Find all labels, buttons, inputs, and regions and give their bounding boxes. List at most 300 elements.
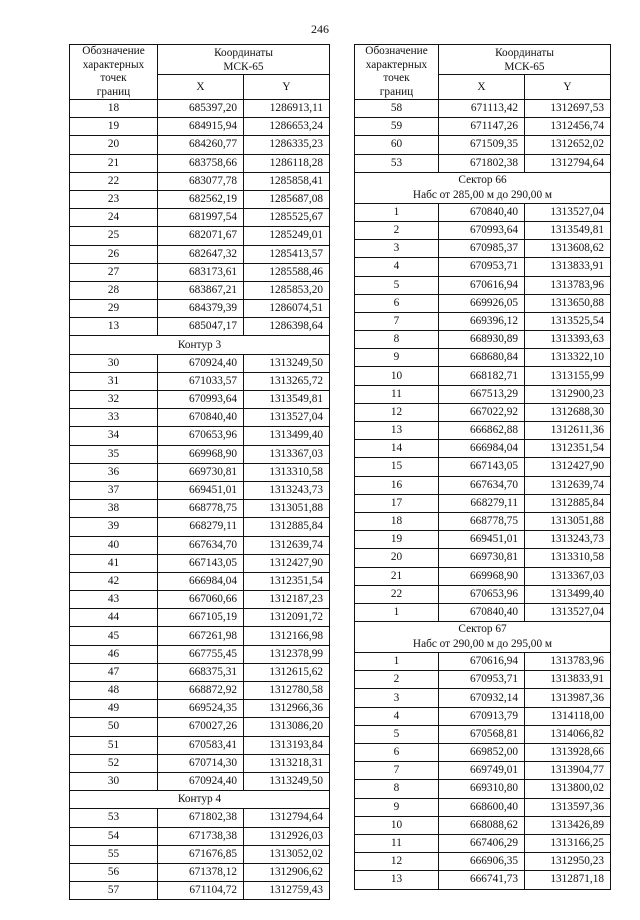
point-number-cell: 11 — [355, 385, 439, 403]
point-number-cell: 20 — [355, 549, 439, 567]
point-number-cell: 57 — [70, 882, 158, 900]
y-coordinate-cell: 1313310,58 — [244, 463, 330, 481]
x-coordinate-cell: 670027,26 — [158, 718, 244, 736]
y-coordinate-cell: 1313310,58 — [525, 549, 611, 567]
table-row — [70, 245, 330, 263]
section-row — [70, 791, 330, 809]
table-row — [70, 754, 330, 772]
section-title — [70, 336, 330, 354]
table-row — [355, 440, 611, 458]
y-coordinate-cell: 1313393,63 — [525, 331, 611, 349]
point-number-cell: 31 — [70, 372, 158, 390]
point-number-cell: 41 — [70, 554, 158, 572]
y-coordinate-cell: 1313525,54 — [525, 312, 611, 330]
x-coordinate-cell: 671104,72 — [158, 882, 244, 900]
x-coordinate-cell: 666984,04 — [439, 440, 525, 458]
table-row — [355, 780, 611, 798]
point-number-cell: 1 — [355, 653, 439, 671]
x-coordinate-cell: 669451,01 — [439, 531, 525, 549]
x-coordinate-cell: 671509,35 — [439, 136, 525, 154]
x-coordinate-cell: 670568,81 — [439, 725, 525, 743]
table-row — [70, 700, 330, 718]
section-row — [355, 622, 611, 653]
y-coordinate-cell: 1312926,03 — [244, 827, 330, 845]
y-coordinate-cell: 1313987,36 — [525, 689, 611, 707]
y-coordinate-cell: 1312639,74 — [525, 476, 611, 494]
section-title-line: Контур 3 — [177, 338, 222, 351]
x-coordinate-cell: 667022,92 — [439, 403, 525, 421]
x-coordinate-cell: 669524,35 — [158, 700, 244, 718]
y-coordinate-cell: 1312871,18 — [525, 871, 611, 889]
point-number-cell: 25 — [70, 227, 158, 245]
y-coordinate-cell: 1312966,36 — [244, 700, 330, 718]
table-row — [70, 281, 330, 299]
point-label-header: Обозначение характерных точек границ — [70, 45, 158, 100]
y-coordinate-cell: 1286335,23 — [244, 136, 330, 154]
x-coordinate-cell: 666741,73 — [439, 871, 525, 889]
point-number-cell: 11 — [355, 834, 439, 852]
section-title — [355, 172, 611, 203]
section-row — [70, 336, 330, 354]
y-coordinate-cell: 1285413,57 — [244, 245, 330, 263]
y-coordinate-cell: 1286398,64 — [244, 318, 330, 336]
point-number-cell: 58 — [355, 100, 439, 118]
point-number-cell: 54 — [70, 827, 158, 845]
y-coordinate-cell: 1286653,24 — [244, 118, 330, 136]
y-coordinate-cell: 1313193,84 — [244, 736, 330, 754]
table-row — [355, 221, 611, 239]
point-number-cell: 2 — [355, 221, 439, 239]
x-coordinate-cell: 669968,90 — [439, 567, 525, 585]
x-coordinate-cell: 683758,66 — [158, 154, 244, 172]
y-coordinate-cell: 1312794,64 — [244, 809, 330, 827]
point-number-cell: 16 — [355, 476, 439, 494]
table-row — [70, 572, 330, 590]
point-number-cell: 24 — [70, 209, 158, 227]
table-row — [70, 663, 330, 681]
table-row — [355, 258, 611, 276]
y-coordinate-cell: 1313527,04 — [525, 603, 611, 621]
y-coordinate-cell: 1312900,23 — [525, 385, 611, 403]
x-coordinate-cell: 669749,01 — [439, 762, 525, 780]
x-coordinate-cell: 670985,37 — [439, 240, 525, 258]
table-row — [355, 312, 611, 330]
point-number-cell: 10 — [355, 816, 439, 834]
y-coordinate-cell: 1312794,64 — [525, 154, 611, 172]
table-row — [355, 136, 611, 154]
x-coordinate-cell: 671113,42 — [439, 100, 525, 118]
point-label-header: Обозначение характерных точек границ — [355, 45, 439, 100]
x-coordinate-cell: 683077,78 — [158, 172, 244, 190]
point-number-cell: 51 — [70, 736, 158, 754]
x-coordinate-cell: 669926,05 — [439, 294, 525, 312]
table-row — [355, 744, 611, 762]
y-coordinate-cell: 1313367,03 — [244, 445, 330, 463]
y-coordinate-cell: 1313549,81 — [244, 391, 330, 409]
table-row — [70, 100, 330, 118]
table-row — [355, 422, 611, 440]
x-coordinate-cell: 668182,71 — [439, 367, 525, 385]
y-coordinate-cell: 1313800,02 — [525, 780, 611, 798]
y-coordinate-cell: 1313597,36 — [525, 798, 611, 816]
y-coordinate-cell: 1313218,31 — [244, 754, 330, 772]
x-coordinate-cell: 669730,81 — [439, 549, 525, 567]
x-coordinate-cell: 671033,57 — [158, 372, 244, 390]
y-coordinate-cell: 1313783,96 — [525, 653, 611, 671]
x-coordinate-cell: 668778,75 — [439, 512, 525, 530]
table-row — [355, 403, 611, 421]
point-number-cell: 9 — [355, 798, 439, 816]
table-row — [70, 827, 330, 845]
y-coordinate-cell: 1313833,91 — [525, 258, 611, 276]
x-coordinate-cell: 669730,81 — [158, 463, 244, 481]
x-coordinate-cell: 670616,94 — [439, 653, 525, 671]
table-row — [355, 100, 611, 118]
section-title-line: Набс от 285,00 м до 290,00 м — [412, 188, 553, 201]
table-row — [70, 682, 330, 700]
y-coordinate-cell: 1312378,99 — [244, 645, 330, 663]
x-coordinate-cell: 668930,89 — [439, 331, 525, 349]
table-row — [355, 871, 611, 889]
x-coordinate-cell: 670932,14 — [439, 689, 525, 707]
x-coordinate-cell: 671802,38 — [439, 154, 525, 172]
y-coordinate-cell: 1312639,74 — [244, 536, 330, 554]
point-number-cell: 15 — [355, 458, 439, 476]
y-coordinate-cell: 1312187,23 — [244, 591, 330, 609]
y-coordinate-cell: 1313928,66 — [525, 744, 611, 762]
point-number-cell: 28 — [70, 281, 158, 299]
x-coordinate-cell: 684915,94 — [158, 118, 244, 136]
table-row — [355, 725, 611, 743]
x-coordinate-cell: 670653,96 — [158, 427, 244, 445]
x-coordinate-cell: 667261,98 — [158, 627, 244, 645]
x-coordinate-cell: 682071,67 — [158, 227, 244, 245]
x-coordinate-cell: 667755,45 — [158, 645, 244, 663]
x-coordinate-cell: 685047,17 — [158, 318, 244, 336]
y-coordinate-cell: 1313499,40 — [244, 427, 330, 445]
x-coordinate-cell: 667634,70 — [439, 476, 525, 494]
x-coordinate-cell: 667406,29 — [439, 834, 525, 852]
y-coordinate-cell: 1285525,67 — [244, 209, 330, 227]
y-coordinate-cell: 1312351,54 — [244, 572, 330, 590]
y-coordinate-cell: 1313265,72 — [244, 372, 330, 390]
y-coordinate-cell: 1313052,02 — [244, 845, 330, 863]
table-row — [355, 762, 611, 780]
point-number-cell: 38 — [70, 500, 158, 518]
table-row — [355, 603, 611, 621]
point-number-cell: 55 — [70, 845, 158, 863]
point-number-cell: 6 — [355, 744, 439, 762]
point-number-cell: 7 — [355, 762, 439, 780]
y-coordinate-cell: 1313527,04 — [244, 409, 330, 427]
point-number-cell: 37 — [70, 481, 158, 499]
point-number-cell: 48 — [70, 682, 158, 700]
x-coordinate-cell: 671378,12 — [158, 863, 244, 881]
table-row — [70, 136, 330, 154]
table-row — [355, 331, 611, 349]
x-header: X — [158, 75, 244, 100]
y-coordinate-cell: 1312906,62 — [244, 863, 330, 881]
point-number-cell: 18 — [70, 100, 158, 118]
table-row — [70, 609, 330, 627]
x-coordinate-cell: 669451,01 — [158, 481, 244, 499]
table-row — [70, 481, 330, 499]
point-number-cell: 44 — [70, 609, 158, 627]
y-coordinate-cell: 1313499,40 — [525, 585, 611, 603]
table-row — [70, 736, 330, 754]
x-coordinate-cell: 667634,70 — [158, 536, 244, 554]
table-row — [355, 671, 611, 689]
y-coordinate-cell: 1312611,36 — [525, 422, 611, 440]
x-coordinate-cell: 667060,66 — [158, 591, 244, 609]
table-row — [355, 531, 611, 549]
y-coordinate-cell: 1312780,58 — [244, 682, 330, 700]
point-number-cell: 6 — [355, 294, 439, 312]
y-coordinate-cell: 1286913,11 — [244, 100, 330, 118]
point-number-cell: 27 — [70, 263, 158, 281]
x-coordinate-cell: 668279,11 — [439, 494, 525, 512]
table-row — [355, 689, 611, 707]
table-row — [355, 585, 611, 603]
x-coordinate-cell: 666862,88 — [439, 422, 525, 440]
x-coordinate-cell: 668279,11 — [158, 518, 244, 536]
table-row — [70, 354, 330, 372]
point-number-cell: 20 — [70, 136, 158, 154]
left-table-body — [70, 100, 330, 900]
x-coordinate-cell: 682647,32 — [158, 245, 244, 263]
table-row — [355, 203, 611, 221]
y-coordinate-cell: 1286074,51 — [244, 300, 330, 318]
y-coordinate-cell: 1312427,90 — [244, 554, 330, 572]
point-number-cell: 13 — [355, 871, 439, 889]
x-coordinate-cell: 670953,71 — [439, 258, 525, 276]
y-coordinate-cell: 1313549,81 — [525, 221, 611, 239]
table-row — [70, 500, 330, 518]
table-row — [355, 294, 611, 312]
table-row — [70, 772, 330, 790]
x-coordinate-cell: 668872,92 — [158, 682, 244, 700]
point-number-cell: 10 — [355, 367, 439, 385]
y-coordinate-cell: 1313051,88 — [244, 500, 330, 518]
y-coordinate-cell: 1312697,53 — [525, 100, 611, 118]
table-row — [70, 300, 330, 318]
point-number-cell: 23 — [70, 190, 158, 208]
table-row — [355, 567, 611, 585]
y-coordinate-cell: 1312885,84 — [525, 494, 611, 512]
point-number-cell: 56 — [70, 863, 158, 881]
table-row — [70, 391, 330, 409]
x-coordinate-cell: 684379,39 — [158, 300, 244, 318]
point-number-cell: 34 — [70, 427, 158, 445]
y-coordinate-cell: 1313367,03 — [525, 567, 611, 585]
y-coordinate-cell: 1285687,08 — [244, 190, 330, 208]
point-number-cell: 21 — [70, 154, 158, 172]
section-row — [355, 172, 611, 203]
y-coordinate-cell: 1312885,84 — [244, 518, 330, 536]
table-row — [355, 834, 611, 852]
y-coordinate-cell: 1313051,88 — [525, 512, 611, 530]
table-row — [70, 882, 330, 900]
table-row — [70, 227, 330, 245]
point-number-cell: 42 — [70, 572, 158, 590]
y-coordinate-cell: 1313249,50 — [244, 354, 330, 372]
y-coordinate-cell: 1312615,62 — [244, 663, 330, 681]
table-row — [70, 591, 330, 609]
point-number-cell: 30 — [70, 772, 158, 790]
point-number-cell: 4 — [355, 707, 439, 725]
y-coordinate-cell: 1313243,73 — [525, 531, 611, 549]
x-coordinate-cell: 669968,90 — [158, 445, 244, 463]
table-row — [70, 645, 330, 663]
y-coordinate-cell: 1312456,74 — [525, 118, 611, 136]
point-number-cell: 26 — [70, 245, 158, 263]
point-number-cell: 5 — [355, 276, 439, 294]
table-row — [70, 845, 330, 863]
x-coordinate-cell: 685397,20 — [158, 100, 244, 118]
y-coordinate-cell: 1313086,20 — [244, 718, 330, 736]
point-number-cell: 52 — [70, 754, 158, 772]
table-row — [70, 118, 330, 136]
point-number-cell: 53 — [70, 809, 158, 827]
point-number-cell: 12 — [355, 403, 439, 421]
x-coordinate-cell: 668088,62 — [439, 816, 525, 834]
x-coordinate-cell: 670993,64 — [439, 221, 525, 239]
point-number-cell: 49 — [70, 700, 158, 718]
x-coordinate-cell: 668375,31 — [158, 663, 244, 681]
point-number-cell: 45 — [70, 627, 158, 645]
point-number-cell: 47 — [70, 663, 158, 681]
point-number-cell: 7 — [355, 312, 439, 330]
x-coordinate-cell: 668600,40 — [439, 798, 525, 816]
point-number-cell: 21 — [355, 567, 439, 585]
table-row — [355, 853, 611, 871]
point-number-cell: 3 — [355, 689, 439, 707]
y-coordinate-cell: 1313527,04 — [525, 203, 611, 221]
point-number-cell: 53 — [355, 154, 439, 172]
table-row — [355, 476, 611, 494]
y-coordinate-cell: 1313249,50 — [244, 772, 330, 790]
table-row — [355, 512, 611, 530]
point-number-cell: 5 — [355, 725, 439, 743]
point-number-cell: 13 — [70, 318, 158, 336]
y-coordinate-cell: 1285249,01 — [244, 227, 330, 245]
point-number-cell: 4 — [355, 258, 439, 276]
point-number-cell: 50 — [70, 718, 158, 736]
point-number-cell: 32 — [70, 391, 158, 409]
y-coordinate-cell: 1285858,41 — [244, 172, 330, 190]
y-coordinate-cell: 1313783,96 — [525, 276, 611, 294]
y-coordinate-cell: 1312688,30 — [525, 403, 611, 421]
point-number-cell: 1 — [355, 203, 439, 221]
x-coordinate-cell: 671676,85 — [158, 845, 244, 863]
coordinates-header: Координаты МСК-65 — [439, 45, 611, 75]
table-row — [355, 494, 611, 512]
table-row — [70, 809, 330, 827]
point-number-cell: 8 — [355, 331, 439, 349]
x-coordinate-cell: 670993,64 — [158, 391, 244, 409]
x-coordinate-cell: 682562,19 — [158, 190, 244, 208]
x-coordinate-cell: 667513,29 — [439, 385, 525, 403]
table-row — [70, 154, 330, 172]
section-title-line: Сектор 66 — [458, 173, 507, 186]
table-row — [355, 816, 611, 834]
table-row — [70, 190, 330, 208]
x-coordinate-cell: 670924,40 — [158, 354, 244, 372]
section-title-line: Набс от 290,00 м до 295,00 м — [412, 638, 553, 651]
table-row — [70, 463, 330, 481]
y-coordinate-cell: 1285853,20 — [244, 281, 330, 299]
point-number-cell: 39 — [70, 518, 158, 536]
table-row — [70, 427, 330, 445]
y-coordinate-cell: 1313904,77 — [525, 762, 611, 780]
right-table-body — [355, 100, 611, 890]
y-coordinate-cell: 1312351,54 — [525, 440, 611, 458]
x-coordinate-cell: 667105,19 — [158, 609, 244, 627]
x-coordinate-cell: 670840,40 — [439, 603, 525, 621]
table-row — [355, 385, 611, 403]
table-row — [70, 518, 330, 536]
table-row — [70, 445, 330, 463]
x-coordinate-cell: 670924,40 — [158, 772, 244, 790]
point-number-cell: 17 — [355, 494, 439, 512]
point-number-cell: 36 — [70, 463, 158, 481]
x-coordinate-cell: 670583,41 — [158, 736, 244, 754]
x-coordinate-cell: 670714,30 — [158, 754, 244, 772]
y-coordinate-cell: 1313833,91 — [525, 671, 611, 689]
x-coordinate-cell: 671802,38 — [158, 809, 244, 827]
x-coordinate-cell: 683173,61 — [158, 263, 244, 281]
y-coordinate-cell: 1312759,43 — [244, 882, 330, 900]
y-coordinate-cell: 1314066,82 — [525, 725, 611, 743]
point-number-cell: 19 — [70, 118, 158, 136]
x-coordinate-cell: 670840,40 — [158, 409, 244, 427]
x-coordinate-cell: 670840,40 — [439, 203, 525, 221]
x-coordinate-cell: 668680,84 — [439, 349, 525, 367]
x-coordinate-cell: 669396,12 — [439, 312, 525, 330]
point-number-cell: 22 — [355, 585, 439, 603]
coordinates-table-right — [354, 44, 611, 890]
y-coordinate-cell: 1313322,10 — [525, 349, 611, 367]
y-coordinate-cell: 1312652,02 — [525, 136, 611, 154]
page-number: 246 — [311, 22, 329, 36]
point-number-cell: 3 — [355, 240, 439, 258]
y-coordinate-cell: 1313608,62 — [525, 240, 611, 258]
table-row — [70, 209, 330, 227]
table-row — [355, 707, 611, 725]
y-coordinate-cell: 1313155,99 — [525, 367, 611, 385]
y-coordinate-cell: 1312091,72 — [244, 609, 330, 627]
section-title — [70, 791, 330, 809]
table-row — [70, 172, 330, 190]
point-number-cell: 35 — [70, 445, 158, 463]
x-coordinate-cell: 666906,35 — [439, 853, 525, 871]
x-coordinate-cell: 668778,75 — [158, 500, 244, 518]
point-number-cell: 29 — [70, 300, 158, 318]
section-title-line: Контур 4 — [177, 793, 222, 806]
y-header: Y — [525, 75, 611, 100]
table-row — [70, 718, 330, 736]
table-row — [70, 263, 330, 281]
x-coordinate-cell: 684260,77 — [158, 136, 244, 154]
table-row — [355, 240, 611, 258]
table-row — [355, 367, 611, 385]
section-title — [355, 622, 611, 653]
y-coordinate-cell: 1312427,90 — [525, 458, 611, 476]
y-coordinate-cell: 1312166,98 — [244, 627, 330, 645]
point-number-cell: 40 — [70, 536, 158, 554]
table-row — [355, 154, 611, 172]
point-number-cell: 43 — [70, 591, 158, 609]
